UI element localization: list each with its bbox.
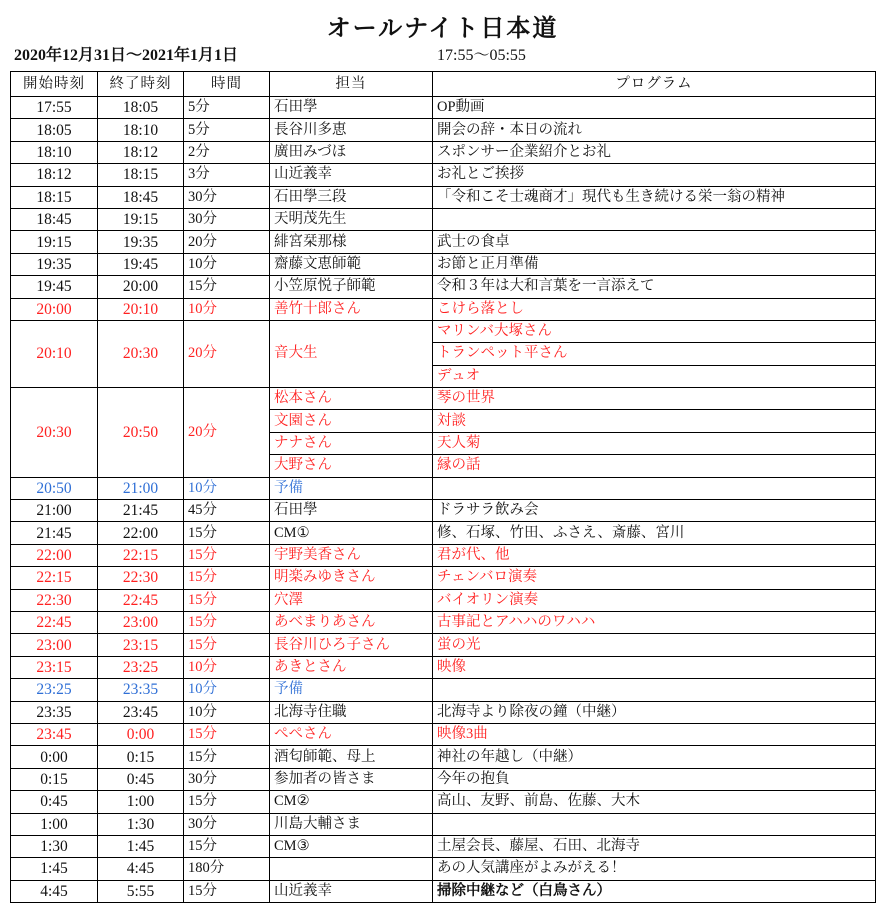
end-time: 18:12 — [98, 141, 184, 163]
end-time: 18:15 — [98, 164, 184, 186]
person: 予備 — [270, 477, 433, 499]
table-row — [11, 522, 876, 544]
end-time: 23:15 — [98, 634, 184, 656]
table-row — [11, 276, 876, 298]
table-row — [11, 768, 876, 790]
program: 高山、友野、前島、佐藤、大木 — [433, 791, 876, 813]
table-row — [11, 97, 876, 119]
start-time: 4:45 — [11, 880, 98, 902]
program: 開会の辞・本日の流れ — [433, 119, 876, 141]
person: 善竹十郎さん — [270, 298, 433, 320]
start-time: 18:45 — [11, 208, 98, 230]
duration: 45分 — [184, 500, 270, 522]
person: 廣田みづほ — [270, 141, 433, 163]
person: 長谷川ひろ子さん — [270, 634, 433, 656]
end-time: 0:00 — [98, 723, 184, 745]
end-time: 22:00 — [98, 522, 184, 544]
person: 宇野美香さん — [270, 544, 433, 566]
table-row — [11, 835, 876, 857]
duration: 20分 — [184, 320, 270, 387]
duration: 10分 — [184, 701, 270, 723]
start-time: 22:45 — [11, 611, 98, 633]
duration: 30分 — [184, 208, 270, 230]
duration: 30分 — [184, 768, 270, 790]
person: 大野さん — [270, 455, 433, 477]
table-row — [11, 589, 876, 611]
header-person: 担当 — [270, 72, 433, 97]
table-row — [11, 477, 876, 499]
duration: 15分 — [184, 522, 270, 544]
start-time: 18:15 — [11, 186, 98, 208]
program: 「令和こそ士魂商才」現代も生き続ける栄一翁の精神 — [433, 186, 876, 208]
person: 石田學 — [270, 500, 433, 522]
duration: 180分 — [184, 858, 270, 880]
header-start-time: 開始時刻 — [11, 72, 98, 97]
end-time: 23:00 — [98, 611, 184, 633]
start-time: 20:50 — [11, 477, 98, 499]
duration: 30分 — [184, 813, 270, 835]
table-row — [11, 701, 876, 723]
table-row — [11, 813, 876, 835]
schedule-body — [11, 97, 876, 903]
table-row — [11, 880, 876, 902]
start-time: 1:30 — [11, 835, 98, 857]
table-row — [11, 500, 876, 522]
table-row — [11, 388, 876, 410]
end-time: 18:45 — [98, 186, 184, 208]
program: お礼とご挨拶 — [433, 164, 876, 186]
start-time: 21:45 — [11, 522, 98, 544]
table-row — [11, 119, 876, 141]
program: お節と正月準備 — [433, 253, 876, 275]
start-time: 23:35 — [11, 701, 98, 723]
start-time: 23:25 — [11, 679, 98, 701]
end-time: 21:00 — [98, 477, 184, 499]
start-time: 23:15 — [11, 656, 98, 678]
program: 古事記とアハハのワハハ — [433, 611, 876, 633]
start-time: 20:30 — [11, 388, 98, 478]
duration: 10分 — [184, 253, 270, 275]
program: 天人菊 — [433, 432, 876, 454]
person: 参加者の皆さま — [270, 768, 433, 790]
end-time: 19:45 — [98, 253, 184, 275]
program: 土屋会長、藤屋、石田、北海寺 — [433, 835, 876, 857]
program: マリンバ大塚さん — [433, 320, 876, 342]
person: 石田學 — [270, 97, 433, 119]
duration: 15分 — [184, 746, 270, 768]
person: 文園さん — [270, 410, 433, 432]
end-time: 22:45 — [98, 589, 184, 611]
end-time: 0:45 — [98, 768, 184, 790]
duration: 3分 — [184, 164, 270, 186]
program: こけら落とし — [433, 298, 876, 320]
person: ナナさん — [270, 432, 433, 454]
event-date: 2020年12月31日～2021年1月1日 — [14, 47, 239, 64]
header-end-time: 終了時刻 — [98, 72, 184, 97]
table-row — [11, 723, 876, 745]
table-row — [11, 320, 876, 342]
table-row — [11, 253, 876, 275]
person: CM① — [270, 522, 433, 544]
end-time: 19:35 — [98, 231, 184, 253]
start-time: 19:15 — [11, 231, 98, 253]
end-time: 22:30 — [98, 567, 184, 589]
start-time: 18:12 — [11, 164, 98, 186]
person: 齋藤文恵師範 — [270, 253, 433, 275]
start-time: 17:55 — [11, 97, 98, 119]
duration: 20分 — [184, 388, 270, 478]
duration: 15分 — [184, 723, 270, 745]
table-row — [11, 298, 876, 320]
table-row — [11, 567, 876, 589]
program: 琴の世界 — [433, 388, 876, 410]
program: 武士の食卓 — [433, 231, 876, 253]
table-row — [11, 186, 876, 208]
person: 石田學三段 — [270, 186, 433, 208]
duration: 15分 — [184, 544, 270, 566]
person: あべまりあさん — [270, 611, 433, 633]
program: チェンバロ演奏 — [433, 567, 876, 589]
person: 山近義幸 — [270, 880, 433, 902]
duration: 15分 — [184, 634, 270, 656]
program: 北海寺より除夜の鐘（中継） — [433, 701, 876, 723]
end-time: 1:30 — [98, 813, 184, 835]
person: あきとさん — [270, 656, 433, 678]
end-time: 1:45 — [98, 835, 184, 857]
program: 今年の抱負 — [433, 768, 876, 790]
duration: 2分 — [184, 141, 270, 163]
table-row — [11, 231, 876, 253]
duration: 10分 — [184, 679, 270, 701]
start-time: 18:05 — [11, 119, 98, 141]
program: 令和３年は大和言葉を一言添えて — [433, 276, 876, 298]
start-time: 22:15 — [11, 567, 98, 589]
duration: 20分 — [184, 231, 270, 253]
end-time: 23:45 — [98, 701, 184, 723]
program: バイオリン演奏 — [433, 589, 876, 611]
person: 明楽みゆきさん — [270, 567, 433, 589]
person: ぺぺさん — [270, 723, 433, 745]
end-time: 19:15 — [98, 208, 184, 230]
program: 修、石塚、竹田、ふさえ、斎藤、宮川 — [433, 522, 876, 544]
table-row — [11, 791, 876, 813]
program — [433, 208, 876, 230]
program: スポンサー企業紹介とお礼 — [433, 141, 876, 163]
end-time: 23:25 — [98, 656, 184, 678]
duration: 10分 — [184, 477, 270, 499]
person: 小笠原悦子師範 — [270, 276, 433, 298]
table-row — [11, 634, 876, 656]
person: CM③ — [270, 835, 433, 857]
end-time: 20:30 — [98, 320, 184, 387]
end-time: 18:10 — [98, 119, 184, 141]
schedule-table — [10, 71, 876, 903]
end-time: 21:45 — [98, 500, 184, 522]
program: デュオ — [433, 365, 876, 387]
table-header-row — [11, 72, 876, 97]
program: 対談 — [433, 410, 876, 432]
person: 音大生 — [270, 320, 433, 387]
page-title: オールナイト日本道 — [326, 16, 559, 42]
duration: 15分 — [184, 567, 270, 589]
event-time-range: 17:55～05:55 — [437, 47, 526, 64]
person — [270, 858, 433, 880]
end-time: 23:35 — [98, 679, 184, 701]
table-row — [11, 679, 876, 701]
program: 縁の話 — [433, 455, 876, 477]
program: 映像 — [433, 656, 876, 678]
program: 蛍の光 — [433, 634, 876, 656]
header-duration: 時間 — [184, 72, 270, 97]
table-row — [11, 544, 876, 566]
duration: 10分 — [184, 298, 270, 320]
duration: 15分 — [184, 611, 270, 633]
table-row — [11, 656, 876, 678]
table-row — [11, 611, 876, 633]
duration: 15分 — [184, 880, 270, 902]
start-time: 0:45 — [11, 791, 98, 813]
duration: 15分 — [184, 276, 270, 298]
program: 神社の年越し（中継） — [433, 746, 876, 768]
table-row — [11, 141, 876, 163]
person: 山近義幸 — [270, 164, 433, 186]
person: 松本さん — [270, 388, 433, 410]
person: 予備 — [270, 679, 433, 701]
duration: 30分 — [184, 186, 270, 208]
program: トランペット平さん — [433, 343, 876, 365]
program: あの人気講座がよみがえる！ — [433, 858, 876, 880]
end-time: 20:10 — [98, 298, 184, 320]
program — [433, 477, 876, 499]
start-time: 19:35 — [11, 253, 98, 275]
start-time: 0:15 — [11, 768, 98, 790]
start-time: 19:45 — [11, 276, 98, 298]
end-time: 1:00 — [98, 791, 184, 813]
table-row — [11, 746, 876, 768]
program: ドラサラ飲み会 — [433, 500, 876, 522]
person: CM② — [270, 791, 433, 813]
person: 穴澤 — [270, 589, 433, 611]
table-row — [11, 208, 876, 230]
person: 緋宮栞那様 — [270, 231, 433, 253]
start-time: 20:10 — [11, 320, 98, 387]
program — [433, 679, 876, 701]
person: 長谷川多恵 — [270, 119, 433, 141]
table-row — [11, 164, 876, 186]
duration: 5分 — [184, 119, 270, 141]
duration: 15分 — [184, 589, 270, 611]
end-time: 18:05 — [98, 97, 184, 119]
start-time: 23:00 — [11, 634, 98, 656]
program: 映像3曲 — [433, 723, 876, 745]
duration: 15分 — [184, 835, 270, 857]
start-time: 22:00 — [11, 544, 98, 566]
end-time: 0:15 — [98, 746, 184, 768]
end-time: 5:55 — [98, 880, 184, 902]
start-time: 18:10 — [11, 141, 98, 163]
start-time: 1:45 — [11, 858, 98, 880]
duration: 15分 — [184, 791, 270, 813]
duration: 10分 — [184, 656, 270, 678]
person: 酒匂師範、母上 — [270, 746, 433, 768]
end-time: 4:45 — [98, 858, 184, 880]
end-time: 22:15 — [98, 544, 184, 566]
start-time: 21:00 — [11, 500, 98, 522]
start-time: 22:30 — [11, 589, 98, 611]
start-time: 1:00 — [11, 813, 98, 835]
person: 川島大輔さま — [270, 813, 433, 835]
program — [433, 813, 876, 835]
duration: 5分 — [184, 97, 270, 119]
start-time: 23:45 — [11, 723, 98, 745]
end-time: 20:50 — [98, 388, 184, 478]
program: 君が代、他 — [433, 544, 876, 566]
program: OP動画 — [433, 97, 876, 119]
person: 北海寺住職 — [270, 701, 433, 723]
header-program: プログラム — [433, 72, 876, 97]
start-time: 20:00 — [11, 298, 98, 320]
program: 掃除中継など（白鳥さん） — [433, 880, 876, 902]
person: 天明茂先生 — [270, 208, 433, 230]
table-row — [11, 858, 876, 880]
start-time: 0:00 — [11, 746, 98, 768]
end-time: 20:00 — [98, 276, 184, 298]
